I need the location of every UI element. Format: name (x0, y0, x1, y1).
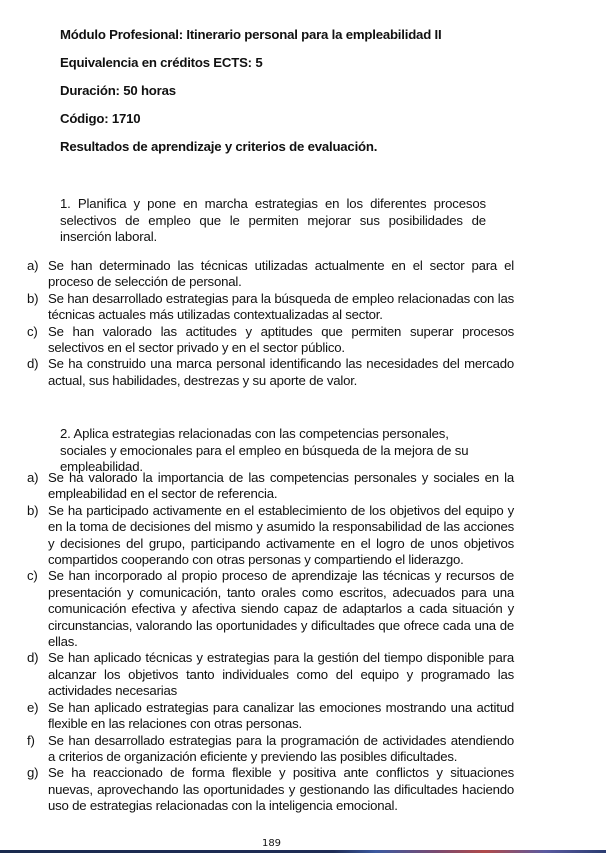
criterion-text: Se han valorado las actitudes y aptitudes que permiten superar procesos selectivos en el sector privado y en el sector público. (48, 323, 514, 356)
learning-outcome-heading: 1. Planifica y pone en marcha estrategias en los diferentes procesos selectivos de empleo que le permiten mejorar sus posibilidades de inserción laboral. (60, 196, 486, 244)
criterion-item (27, 356, 514, 389)
criterion-label: b) (27, 290, 39, 306)
criterion-label: e) (27, 699, 39, 715)
page-number: 189 (261, 838, 282, 849)
criterion-item (27, 700, 514, 733)
criterion-item (27, 258, 514, 291)
criterion-label: b) (27, 502, 39, 518)
module-title: Módulo Profesional: Itinerario personal para la empleabilidad II (60, 27, 442, 42)
criterion-label: a) (27, 470, 39, 485)
criteria-list (27, 258, 514, 389)
criterion-text: Se ha participado activamente en el establecimiento de los objetivos del equipo y en la toma de decisiones del mismo y asumido la responsabilidad de las acciones y decisiones del grupo, participando activamente en el logro de unos objetivos compartidos cooperando con otras personas y compartiendo el liderazgo. (48, 502, 514, 568)
duration: Duración: 50 horas (60, 83, 176, 98)
criterion-text: Se han desarrollado estrategias para la búsqueda de empleo relacionadas con las técnicas actuales más utilizadas contextualizadas al sector. (48, 290, 514, 323)
criterion-item (27, 291, 514, 324)
criterion-label: a) (27, 258, 39, 273)
criterion-text: Se ha valorado la importancia de las competencias personales y sociales en la empleabilidad en el sector de referencia. (48, 470, 514, 502)
learning-outcome-heading: 2. Aplica estrategias relacionadas con las competencias personales, sociales y emocionales para el empleo en búsqueda de la mejora de su empleabilidad. (60, 426, 469, 474)
criterion-label: d) (27, 356, 39, 372)
criteria-list (27, 470, 514, 815)
criterion-text: Se han incorporado al propio proceso de aprendizaje las técnicas y recursos de presentación y comunicación, tanto orales como escritos, adecuados para una comunicación efectiva y afectiva siendo capaz de adaptarlos a cada situación y circunstancias, valorando las oportunidades y dificultades que ofrece cada una de ellas. (48, 568, 514, 650)
criterion-item (27, 324, 514, 357)
criterion-label: c) (27, 568, 38, 584)
criterion-item (27, 650, 514, 699)
section-heading: Resultados de aprendizaje y criterios de evaluación. (60, 139, 378, 154)
module-code: Código: 1710 (60, 111, 141, 126)
criterion-text: Se ha reaccionado de forma flexible y positiva ante conflictos y situaciones nuevas, aprovechando las oportunidades y gestionando las dificultades haciendo uso de estrategias relacionadas con la inteligencia emocional. (48, 765, 514, 814)
criterion-text: Se ha construido una marca personal identificando las necesidades del mercado actual, sus habilidades, destrezas y su aporte de valor. (48, 356, 514, 388)
criterion-label: f) (27, 732, 35, 748)
criterion-text: Se han determinado las técnicas utilizadas actualmente en el sector para el proceso de selección de personal. (48, 258, 514, 290)
criterion-text: Se han aplicado estrategias para canalizar las emociones mostrando una actitud flexible en las relaciones con otras personas. (48, 699, 514, 732)
criterion-label: d) (27, 650, 39, 666)
ects-credits: Equivalencia en créditos ECTS: 5 (60, 55, 263, 70)
criterion-item (27, 470, 514, 503)
criterion-item (27, 765, 514, 814)
criterion-item (27, 568, 514, 650)
criterion-label: c) (27, 323, 38, 339)
criterion-item (27, 733, 514, 766)
criterion-label: g) (27, 765, 39, 781)
criterion-text: Se han aplicado técnicas y estrategias para la gestión del tiempo disponible para alcanzar los objetivos tanto individuales como del equipo y programado las actividades necesarias (48, 650, 514, 699)
criterion-text: Se han desarrollado estrategias para la programación de actividades atendiendo a criterios de organización eficiente y previendo las posibles dificultades. (48, 732, 514, 764)
criterion-item (27, 503, 514, 569)
